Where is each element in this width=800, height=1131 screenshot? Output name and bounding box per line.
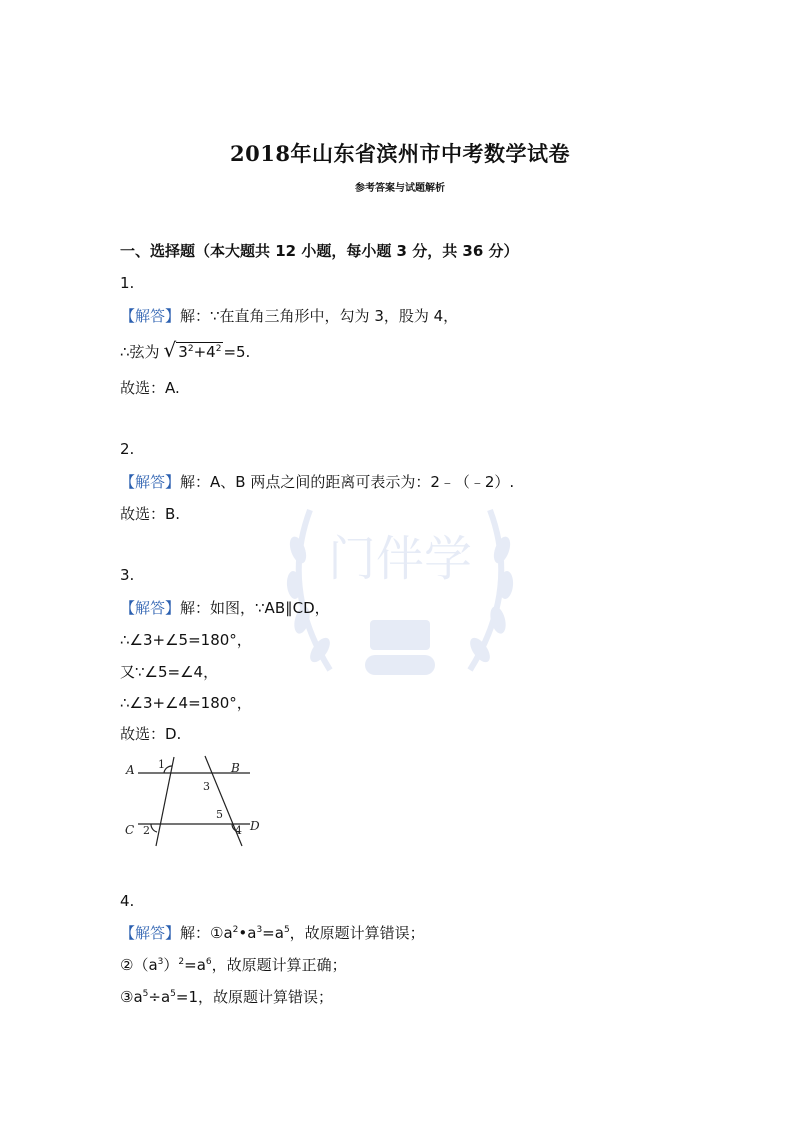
q4-l2-d: ，故原题计算正确； — [211, 956, 347, 974]
q4-l1-e2: 3 — [256, 925, 263, 935]
sqrt-exp-1: 2 — [187, 344, 194, 354]
q4-l3-c: =1，故原题计算错误； — [175, 988, 333, 1006]
q4-l3-a: ③a — [120, 988, 143, 1006]
watermark-logo — [270, 470, 530, 710]
q1-answer-tag: 【解答】 — [120, 307, 181, 325]
sqrt-sign-icon: √ — [163, 338, 177, 362]
q4-l1-b: •a — [238, 924, 257, 942]
q1-solution-line2 — [120, 340, 250, 362]
q1-answer: 故选：A. — [120, 379, 180, 397]
sqrt-expression — [160, 340, 224, 361]
label-b: B — [231, 761, 240, 775]
q3-line1-text: 解：如图，∵AB∥CD， — [180, 599, 330, 617]
angle-label-4: 4 — [235, 824, 242, 837]
q4-number: 4. — [120, 892, 135, 910]
sqrt-term-a: 3 — [178, 343, 188, 361]
q2-solution-line1 — [120, 471, 514, 492]
angle-label-5: 5 — [216, 808, 223, 821]
q4-solution-line1 — [120, 922, 425, 943]
sqrt-exp-2: 2 — [215, 344, 222, 354]
q4-l3-b: ÷a — [148, 988, 171, 1006]
q1-line1-text: 解：∵在直角三角形中，勾为 3，股为 4， — [180, 307, 459, 325]
section-heading: 一、选择题（本大题共 12 小题，每小题 3 分，共 36 分） — [120, 242, 519, 260]
label-c: C — [125, 823, 135, 837]
q3-number: 3. — [120, 566, 135, 584]
q4-solution-line3 — [120, 986, 333, 1007]
angle-label-1: 1 — [158, 758, 165, 771]
q4-l1-e1: 2 — [232, 925, 239, 935]
q4-l2-c: =a — [184, 956, 206, 974]
watermark-text: 门伴学 — [327, 531, 473, 587]
q1-line2-suffix: =5. — [223, 343, 251, 361]
q4-l2-e3: 6 — [205, 957, 212, 967]
q4-l3-e2: 5 — [170, 989, 176, 999]
q4-l2-b: ） — [163, 956, 179, 974]
q1-solution-line1 — [120, 305, 458, 326]
q2-number: 2. — [120, 440, 135, 458]
q3-solution-line3: 又∵∠5=∠4， — [120, 663, 219, 681]
q1-line2-prefix: ∴弦为 — [120, 343, 160, 361]
q4-l1-a: 解：①a — [180, 924, 233, 942]
parallel-lines-figure — [120, 752, 270, 852]
q3-solution-line2: ∴∠3+∠5=180°， — [120, 631, 252, 649]
q2-answer: 故选：B. — [120, 505, 181, 523]
q4-l1-d: ，故原题计算错误； — [289, 924, 425, 942]
q4-l2-a: ②（a — [120, 956, 158, 974]
q3-solution-line1 — [120, 597, 330, 618]
angle-label-3: 3 — [203, 780, 210, 793]
q4-solution-line2 — [120, 954, 347, 975]
q1-number: 1. — [120, 274, 135, 292]
q4-l2-e1: 3 — [157, 957, 164, 967]
sqrt-term-b: +4 — [193, 343, 216, 361]
q4-l3-e1: 5 — [142, 989, 149, 999]
q3-solution-line4: ∴∠3+∠4=180°， — [120, 694, 252, 712]
q4-l1-e3: 5 — [283, 925, 290, 935]
q3-answer: 故选：D. — [120, 725, 182, 743]
q2-line1-text: 解：A、B 两点之间的距离可表示为：2﹣（﹣2）. — [180, 473, 515, 491]
q3-answer-tag: 【解答】 — [120, 599, 181, 617]
q4-answer-tag: 【解答】 — [120, 924, 181, 942]
label-d: D — [250, 819, 260, 833]
q4-l2-e2: 2 — [178, 957, 185, 967]
angle-2-arc — [151, 824, 157, 832]
page-subtitle: 参考答案与试题解析 — [355, 183, 445, 194]
q2-answer-tag: 【解答】 — [120, 473, 181, 491]
page-title: 2018年山东省滨州市中考数学试卷 — [230, 141, 570, 166]
angle-label-2: 2 — [143, 824, 150, 837]
label-a: A — [126, 763, 135, 777]
q4-l1-c: =a — [262, 924, 284, 942]
